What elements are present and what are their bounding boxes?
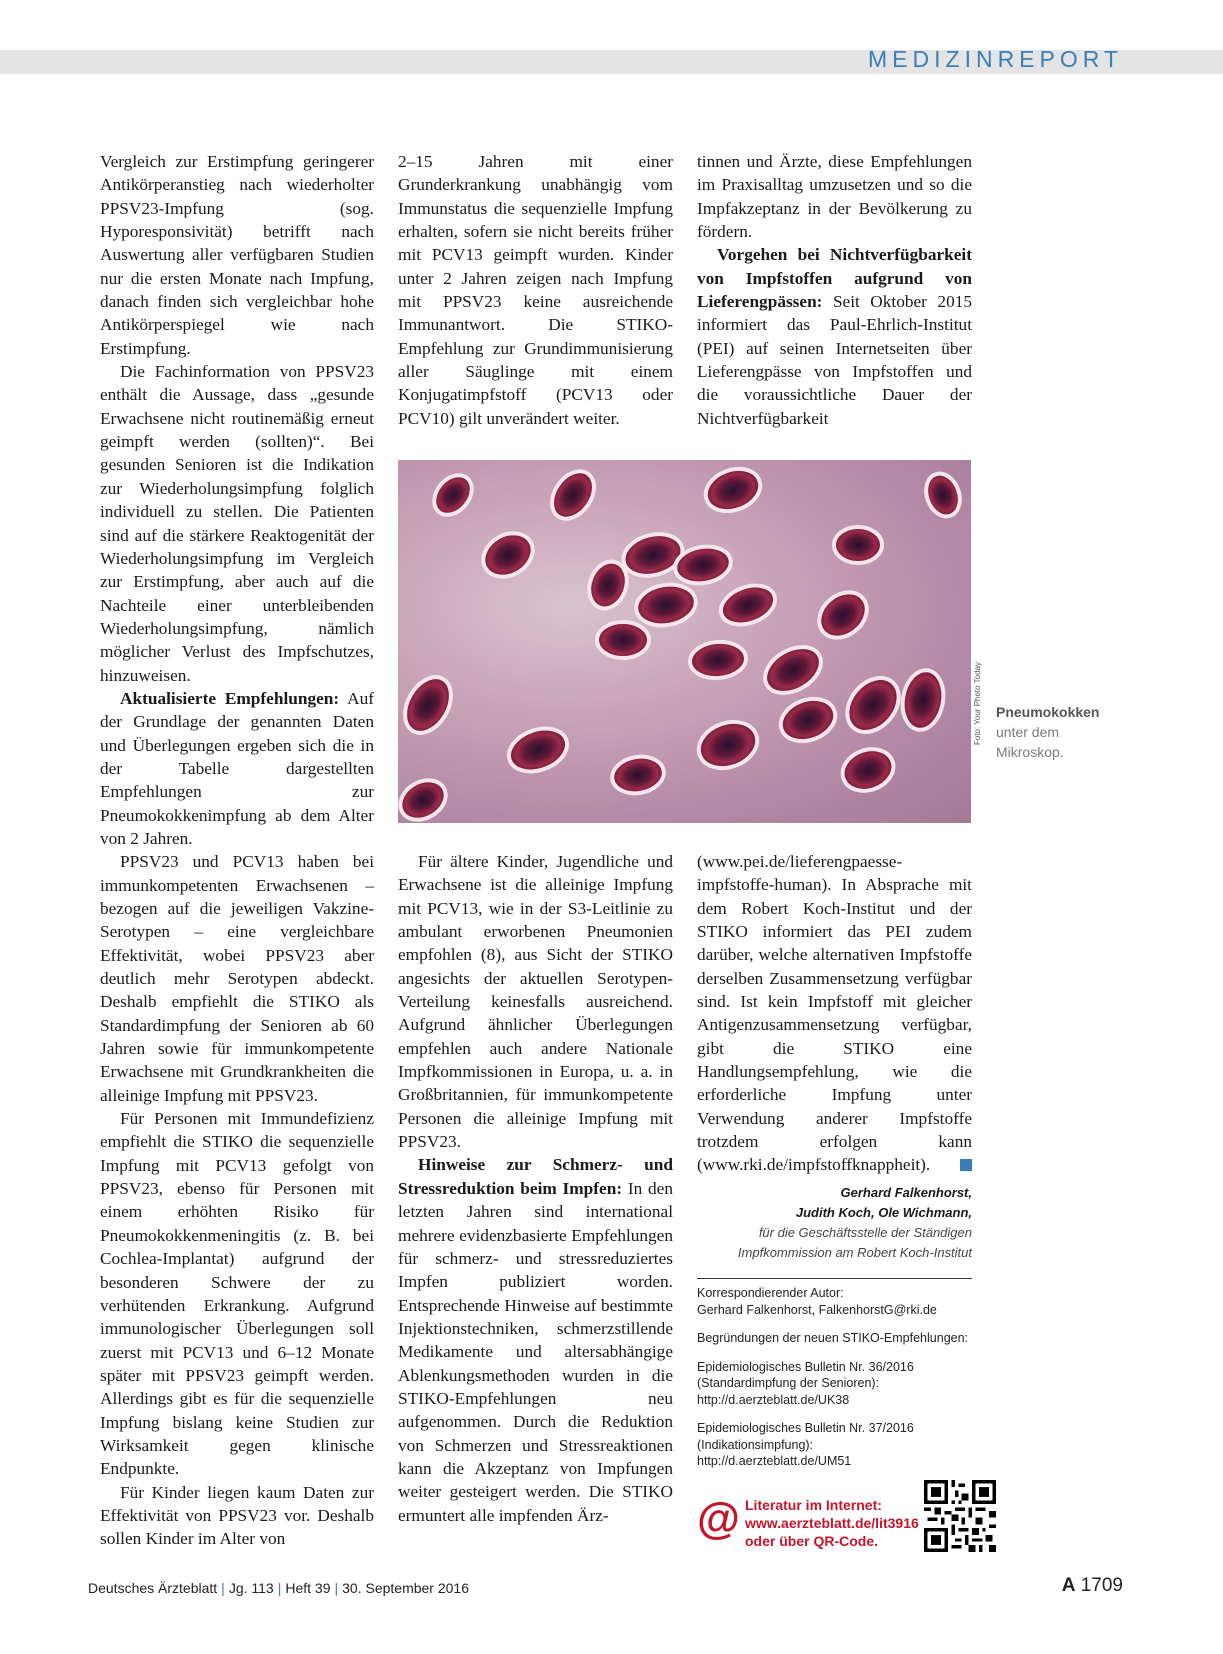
author-names-line-1: Gerhard Falkenhorst, (840, 1185, 972, 1200)
caption-text: unter dem Mikroskop. (996, 724, 1064, 760)
author-signature (697, 1183, 972, 1263)
qr-code-icon[interactable] (924, 1480, 996, 1552)
figure-caption (996, 702, 1126, 762)
footer-separator: | (277, 1580, 282, 1596)
literature-qr-hint: oder über QR-Code. (745, 1533, 879, 1549)
paragraph (697, 850, 972, 1177)
reference-title: Epidemiologisches Bulletin Nr. 36/2016 (697, 1359, 914, 1374)
paragraph-heading: Vorgehen bei Nichtverfügbarkeit von Impfstoffen aufgrund von Lieferengpässen: (697, 245, 972, 312)
paragraph: Vergleich zur Erstimpfung geringerer Antikörperanstieg nach wiederholter PPSV23-Impfung (sog. Hyporesponsivität) betrifft nach Auswertung aller verfügbaren Studien nur die ersten Monate nach Impfung, danach finden sich vergleichbar hohe Antikörperspiegel wie nach Erstimpfung. (100, 152, 374, 358)
paragraph (398, 1153, 673, 1527)
corresponding-author (697, 1285, 972, 1318)
issue-date: 30. September 2016 (342, 1580, 469, 1596)
paragraph: Für ältere Kinder, Jugendliche und Erwachsene ist die alleinige Impfung mit PCV13, wie in der S3-Leitlinie zu ambulant erworbenen Pneumonien empfohlen (8), aus Sicht der STIKO angesichts der aktuellen Serotypen-Verteilung keinesfalls ausreichend. Aufgrund ähnlicher Überlegungen empfehlen auch andere Nationale Impfkommissionen in Europa, u. a. in Großbritannien, für immunkompetente Personen die alleinige Impfung mit PPSV23. (398, 852, 673, 1152)
corresponding-author-contact: Gerhard Falkenhorst, FalkenhorstG@rki.de (697, 1302, 937, 1317)
article-column-3-bottom (697, 850, 972, 1177)
reference-link[interactable]: http://d.aerzteblatt.de/UK38 (697, 1392, 850, 1407)
paragraph-text: Auf der Grundlage der genannten Daten und Überlegungen ergeben sich die in der Tabelle dargestellten Empfehlungen zur Pneumokokkenimpfung ab dem Alter von 2 Jahren. (100, 688, 374, 848)
bacteria-illustration (398, 460, 971, 823)
reference-subtitle: (Standardimpfung der Senioren): (697, 1376, 880, 1390)
article-column-1 (100, 150, 374, 1551)
paragraph: tinnen und Ärzte, diese Empfehlungen im Praxisalltag umzusetzen und so die Impfakzeptanz in der Bevölkerung zu fördern. (697, 152, 972, 242)
paragraph-text: Seit Oktober 2015 informiert das Paul-Ehrlich-Institut (PEI) auf seinen Internetseiten über Lieferengpässe von Impfstoffen und die voraussichtliche Dauer der Nichtverfügbarkeit (697, 292, 972, 428)
reference-title: Epidemiologisches Bulletin Nr. 37/2016 (697, 1421, 914, 1435)
page-number-value: 1709 (1080, 1575, 1123, 1596)
literature-link[interactable]: www.aerzteblatt.de/lit3916 (745, 1515, 919, 1531)
reasons-label: Begründungen der neuen STIKO-Empfehlungen: (697, 1331, 969, 1345)
paragraph-heading: Hinweise zur Schmerz- und Stressreduktion beim Impfen: (398, 1155, 673, 1198)
paragraph-text: (www.pei.de/lieferengpaesse-impfstoffe-human). In Absprache mit dem Robert Koch-Institut und der STIKO informiert das PEI zudem darüber, welche alternativen Impfstoffe derselben Zusammensetzung verfügbar sind. Ist kein Impfstoff mit gleicher Antigenzusammensetzung verfügbar, gibt die STIKO eine Handlungsempfehlung, wie die erforderliche Impfung unter Verwendung anderer Impfstoffe trotzdem erfolgen kann (www.rki.de/impfstoffknappheit). (697, 852, 972, 1175)
page-prefix: A (1061, 1575, 1076, 1596)
paragraph: 2–15 Jahren mit einer Grunderkrankung unabhängig vom Immunstatus die sequenzielle Impfung erhalten, sofern sie nicht bereits früher mit PCV13 geimpft wurden. Kinder unter 2 Jahren zeigen nach Impfung mit PPSV23 keine ausreichende Immunantwort. Die STIKO-Empfehlung zur Grundimmunisierung aller Säuglinge mit einem Konjugatimpfstoff (PCV13 oder PCV10) gilt unverändert weiter. (398, 152, 673, 428)
literature-text (745, 1496, 919, 1550)
end-mark-icon (960, 1159, 972, 1171)
literature-label: Literatur im Internet: (745, 1497, 882, 1513)
corresponding-author-label: Korrespondierender Autor: (697, 1286, 844, 1300)
journal-issue: Heft 39 (285, 1580, 331, 1596)
reference-subtitle: (Indikationsimpfung): (697, 1437, 814, 1452)
reference-link[interactable]: http://d.aerzteblatt.de/UM51 (697, 1454, 852, 1468)
paragraph-heading: Aktualisierte Empfehlungen: (120, 688, 340, 708)
photo-credit: Foto: Your Photo Today (973, 661, 982, 745)
article-column-3-top (697, 150, 972, 430)
footer-separator: | (221, 1580, 225, 1596)
reference-2 (697, 1420, 972, 1470)
paragraph (697, 243, 972, 430)
journal-volume: Jg. 113 (228, 1580, 274, 1596)
paragraph: Für Personen mit Immundefizienz empfiehlt die STIKO die sequenzielle Impfung mit PCV13 gefolgt von PPSV23, ebenso für Personen mit einem erhöhten Risiko für Pneumokokkenmeningitis (z. B. bei Cochlea-Implantat) aufgrund der besonderen Schwere der zu verhütenden Erkrankung. Aufgrund immunologischer Überlegungen soll zuerst mit PCV13 und 6–12 Monate später mit PPSV23 geimpft werden. Allerdings gibt es für die sequenzielle Impfung bislang keine Studien zur Wirksamkeit gegen klinische Endpunkte. (100, 1109, 374, 1479)
journal-name: Deutsches Ärzteblatt (88, 1580, 218, 1596)
at-icon: @ (697, 1494, 740, 1543)
author-affiliation-line-2: Impfkommission am Robert Koch-Institut (737, 1245, 972, 1260)
paragraph: PPSV23 und PCV13 haben bei immunkompetenten Erwachsenen – bezogen auf die jeweiligen Vakzine-Serotypen – eine vergleichbare Effektivität, wobei PPSV23 aber deutlich mehr Serotypen abdeckt. Deshalb empfiehlt die STIKO als Standardimpfung der Senioren ab 60 Jahren sowie für immunkompetente Erwachsene mit Grundkrankheiten die alleinige Impfung mit PPSV23. (100, 852, 374, 1105)
info-box (697, 1278, 972, 1482)
page-footer (88, 1580, 469, 1596)
paragraph: Für Kinder liegen kaum Daten zur Effektivität von PPSV23 vor. Deshalb sollen Kinder im Alter von (100, 1482, 374, 1549)
caption-title: Pneumokokken (996, 704, 1100, 720)
paragraph-text: In den letzten Jahren sind international mehrere evidenzbasierte Empfehlungen für schmerz- und stressreduziertes Impfen publiziert worden. Entsprechende Hinweise auf bestimmte Injektionstechniken, schmerzstillende Medikamente und altersabhängige Ablenkungsmethoden wurden in die STIKO-Empfehlungen neu aufgenommen. Durch die Reduktion von Schmerzen und Stressreaktionen kann die Akzeptanz von Impfungen weiter gesteigert werden. Die STIKO ermuntert alle impfenden Ärz- (398, 1178, 673, 1525)
author-affiliation-line-1: für die Geschäftsstelle der Ständigen (758, 1225, 972, 1240)
footer-separator: | (334, 1580, 339, 1596)
page-number (1062, 1575, 1123, 1597)
article-column-2-bottom (398, 850, 673, 1527)
paragraph (100, 687, 374, 850)
paragraph: Die Fachinformation von PPSV23 enthält die Aussage, dass „gesunde Erwachsene nicht routinemäßig erneut geimpft werden (sollten)“. Bei gesunden Senioren ist die Indikation zur Wiederholungsimpfung folglich individuell zu stellen. Die Patienten sind auf die stärkere Reaktogenität der Wiederholungsimpfung im Vergleich zur Erstimpfung, aber auch auf die Nachteile einer unterbleibenden Wiederholungsimpfung, nämlich möglicher Verlust des Impfschutzes, hinzuweisen. (100, 362, 374, 685)
reference-1 (697, 1359, 972, 1409)
section-title: MEDIZINREPORT (868, 46, 1123, 72)
author-names-line-2: Judith Koch, Ole Wichmann, (795, 1205, 972, 1220)
microscope-photo (398, 460, 971, 823)
article-column-2-top (398, 150, 673, 430)
